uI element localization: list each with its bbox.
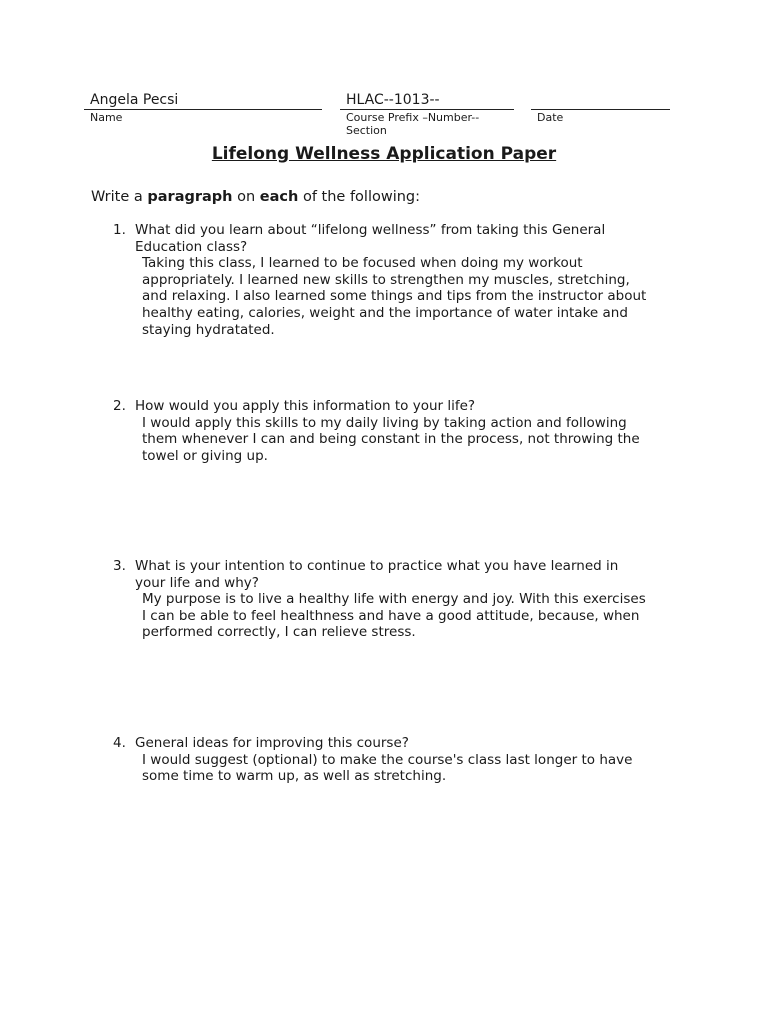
date-value <box>531 92 670 108</box>
answer-line: towel or giving up. <box>142 447 268 464</box>
name-value: Angela Pecsi <box>90 92 179 108</box>
answer-line: them whenever I can and being constant in the process, not throwing the <box>142 431 640 448</box>
answer-line: Taking this class, I learned to be focused when doing my workout <box>142 255 583 272</box>
question-number: 4. <box>113 735 126 751</box>
question-number: 3. <box>113 558 126 574</box>
question-line: How would you apply this information to your life? <box>135 398 476 414</box>
answer-line: and relaxing. I also learned some things and tips from the instructor about <box>142 288 647 305</box>
question-number: 1. <box>113 222 126 238</box>
instructions-bold2: each <box>259 189 299 205</box>
page-title: Lifelong Wellness Application Paper <box>211 144 557 164</box>
answer-line: healthy eating, calories, weight and the importance of water intake and <box>142 304 628 321</box>
answer-line: staying hydratated. <box>142 321 275 338</box>
answer-text <box>142 255 673 338</box>
answer-line: I would apply this skills to my daily living by taking action and following <box>142 414 627 431</box>
course-underline <box>340 109 514 110</box>
answer-text <box>142 415 673 465</box>
course-caption-line2: Section <box>346 124 387 137</box>
question-line: What did you learn about “lifelong wellness” from taking this General <box>135 222 606 238</box>
question-text <box>135 222 673 255</box>
instructions <box>91 188 420 206</box>
answer-text <box>142 591 673 641</box>
question-item-4 <box>113 735 673 785</box>
answer-line: I would suggest (optional) to make the course's class last longer to have <box>142 751 633 768</box>
question-line: your life and why? <box>135 574 259 591</box>
question-item-1 <box>113 222 673 338</box>
name-underline <box>84 109 322 110</box>
instructions-part2: on <box>232 189 260 205</box>
instructions-bold1: paragraph <box>147 189 233 205</box>
question-item-2 <box>113 398 673 464</box>
name-field <box>84 92 322 124</box>
date-field <box>531 92 670 124</box>
answer-line: I can be able to feel healthness and have a good attitude, because, when <box>142 607 640 624</box>
date-caption: Date <box>537 111 564 124</box>
question-item-3 <box>113 558 673 641</box>
answer-line: performed correctly, I can relieve stress. <box>142 624 416 641</box>
answer-line: My purpose is to live a healthy life with energy and joy. With this exercises <box>142 591 646 608</box>
question-line: General ideas for improving this course? <box>135 735 409 751</box>
date-underline <box>531 109 670 110</box>
course-value: HLAC--1013-- <box>346 92 440 108</box>
question-text <box>135 398 673 415</box>
question-line: Education class? <box>135 238 248 255</box>
name-caption: Name <box>90 111 123 124</box>
question-text <box>135 735 673 752</box>
answer-text <box>142 752 673 785</box>
answer-line: appropriately. I learned new skills to strengthen my muscles, stretching, <box>142 271 630 288</box>
instructions-part3: of the following: <box>298 189 421 205</box>
instructions-part1: Write a <box>91 189 148 205</box>
course-field <box>340 92 514 137</box>
course-caption <box>340 111 514 137</box>
course-caption-line1: Course Prefix –Number-- <box>346 111 480 124</box>
question-number: 2. <box>113 398 126 414</box>
answer-line: some time to warm up, as well as stretching. <box>142 768 447 785</box>
question-line: What is your intention to continue to practice what you have learned in <box>135 558 619 574</box>
question-text <box>135 558 673 591</box>
